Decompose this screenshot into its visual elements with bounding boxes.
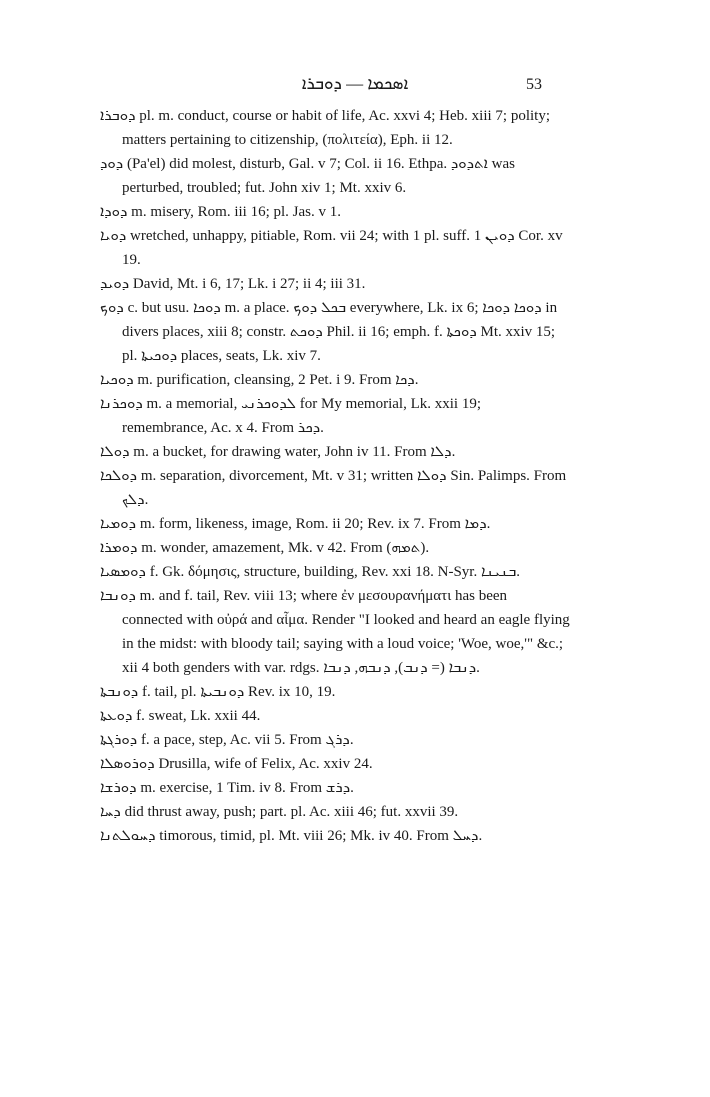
running-head	[0, 74, 710, 98]
entry-dunbo: ܕܘܢܒܐ m. and f. tail, Rev. viii 13; where ἐν μεσουρανήματι has been connected with οὐρά and αἷμα. Render "I looked and heard an eagle flying in the midst: with bloody tail; saying with a loud voice; 'Woe, woe,'" &c.; xii 4 both genders with var. rdgs. ܕܢܒܐ (= ܕܢܒ), ܕܢܒܗ, ܕܢܒܐ.	[100, 588, 570, 676]
entry-duda: ܕܘܕܐ m. misery, Rom. iii 16; pl. Jas. v 1.	[100, 204, 342, 220]
page-number: 53	[526, 76, 542, 93]
entry-dud: ܕܘܕ (Pa'el) did molest, disturb, Gal. v 7; Col. ii 16. Ethpa. ܐܬܕܘܕ was perturbed, troubled; fut. John xiv 1; Mt. xxiv 6.	[100, 156, 515, 196]
entry-dumoro: ܕܘܡܪܐ m. wonder, amazement, Mk. v 42. From (ܬܡܗ).	[100, 540, 430, 556]
entry-dumyo: ܕܘܡܝܐ m. form, likeness, image, Rom. ii 20; Rev. ix 7. From ܕܡܐ.	[100, 516, 491, 532]
running-head-title: ܐܣܟܡܐ — ܕܘܒܪܐ	[301, 74, 409, 93]
entry-drusilla: ܕܘܪܘܣܠܐ Drusilla, wife of Felix, Ac. xxiv 24.	[100, 756, 373, 772]
dictionary-entries	[100, 104, 570, 848]
entry-dhultono: ܕܚܘܠܬܢܐ timorous, timid, pl. Mt. viii 26; Mk. iv 40. From ܕܚܠ.	[100, 828, 483, 844]
entry-dumsyo: ܕܘܡܣܝܐ f. Gk. δόμησις, structure, building, Rev. xxi 18. N-Syr. ܒܢܝܢܐ.	[100, 564, 521, 580]
entry-duk: ܕܘܟ c. but usu. ܕܘܟܐ m. a place. ܒܟܠ ܕܘܟ everywhere, Lk. ix 6; ܕܘܟܐ ܕܘܟܐ in divers places, xiii 8; constr. ܕܘܟܬ Phil. ii 16; emph. f. ܕܘܟܬܐ Mt. xxiv 15; pl. ܕܘܟܝܬܐ places, seats, Lk. xiv 7.	[100, 300, 558, 364]
entry-david: ܕܘܝܕ David, Mt. i 6, 17; Lk. i 27; ii 4; iii 31.	[100, 276, 366, 292]
entry-dukrono: ܕܘܟܪܢܐ m. a memorial, ܠܕܘܟܪܢܝ for My memorial, Lk. xxii 19; remembrance, Ac. x 4. From ܕܟܪ.	[100, 396, 481, 436]
entry-dho: ܕܚܐ did thrust away, push; part. pl. Ac. xiii 46; fut. xxvii 39.	[100, 804, 459, 820]
entry-duto: ܕܘܥܬܐ f. sweat, Lk. xxii 44.	[100, 708, 261, 724]
entry-durgto: ܕܘܪܓܬܐ f. a pace, step, Ac. vii 5. From ܕܪܓ.	[100, 732, 354, 748]
entry-duboro: ܕܘܒܪܐ pl. m. conduct, course or habit of life, Ac. xxvi 4; Heb. xiii 7; polity; matters pertaining to citizenship, (πολιτεία), Eph. ii 12.	[100, 108, 550, 148]
entry-dulo: ܕܘܠܐ m. a bucket, for drawing water, John iv 11. From ܕܠܐ.	[100, 444, 456, 460]
entry-dulko: ܕܘܠܟܐ m. separation, divorcement, Mt. v 31; written ܕܘܠܐ Sin. Palimps. From ܕܠܟ.	[100, 468, 567, 508]
entry-dawya: ܕܘܝܐ wretched, unhappy, pitiable, Rom. vii 24; with 1 pl. suff. ܕܘܝܢ 1 Cor. xv 19.	[100, 228, 563, 268]
entry-dukoyo: ܕܘܟܝܐ m. purification, cleansing, 2 Pet. i 9. From ܕܟܐ.	[100, 372, 419, 388]
entry-durosho: ܕܘܪܫܐ m. exercise, 1 Tim. iv 8. From ܕܪܫ.	[100, 780, 354, 796]
entry-dunbto: ܕܘܢܒܬܐ f. tail, pl. ܕܘܢܒܝܬܐ Rev. ix 10, 19.	[100, 684, 336, 700]
